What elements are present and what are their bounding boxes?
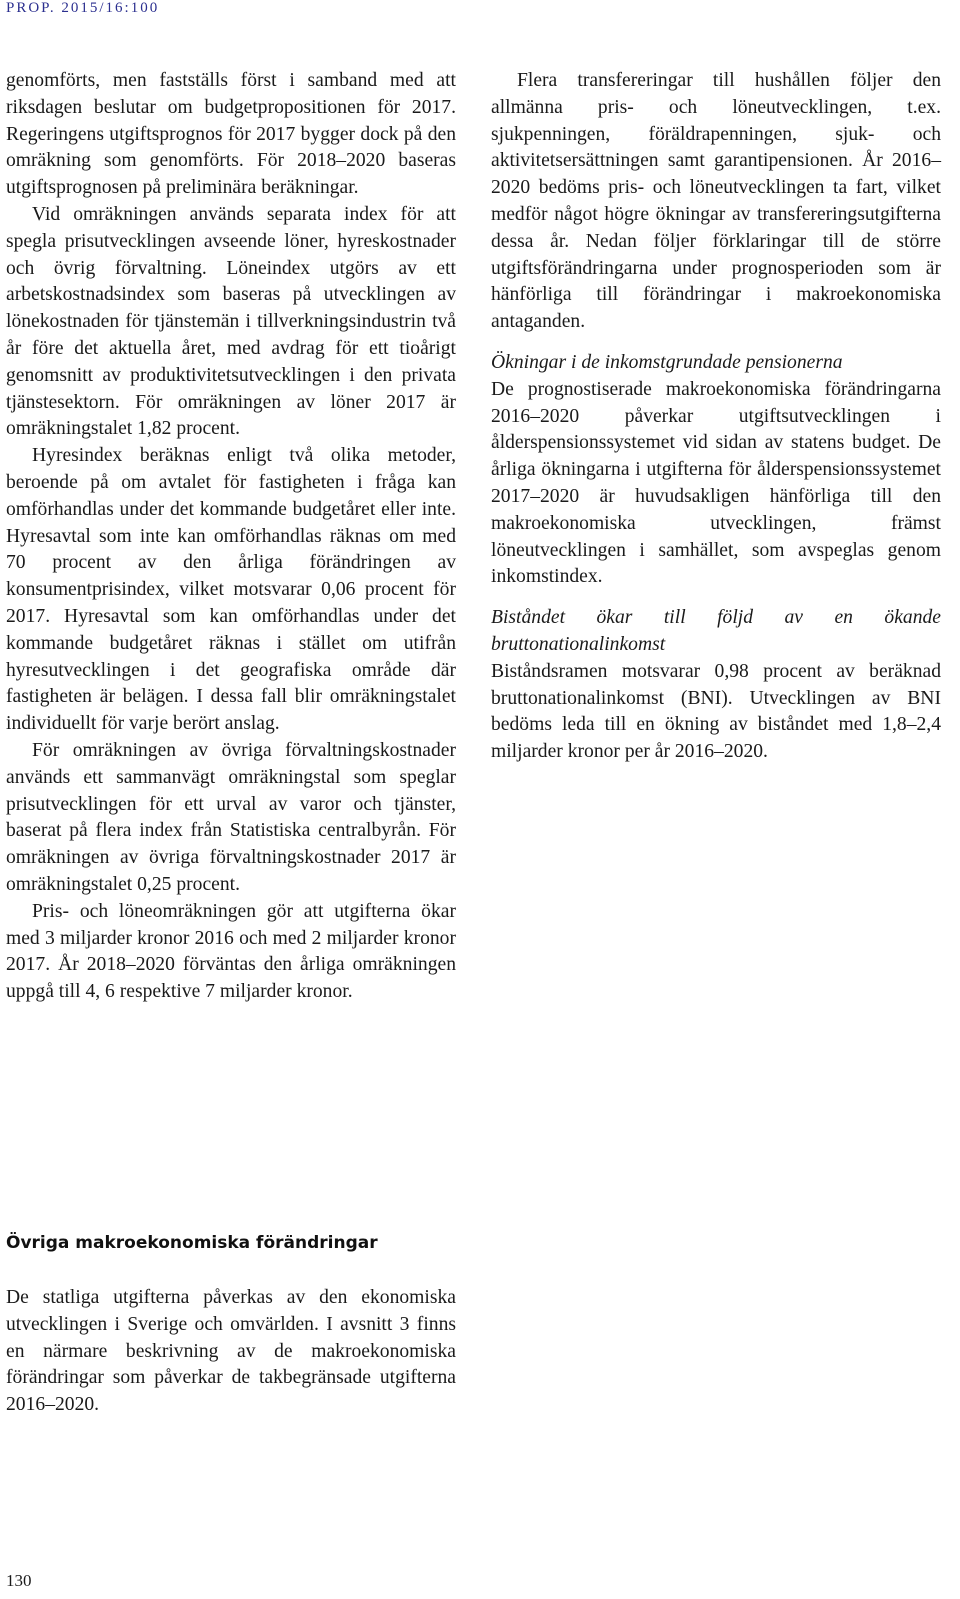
paragraph: Vid omräkningen används separata index för att spegla prisutvecklingen avseende löner, hyreskostnader och övrig förvaltning. Löneindex utgörs av ett arbetskostnadsindex som baseras på utvecklingen av lönekostnaden för tjänstemän i tillverkningsindustrin två år före det aktuella året, med avdrag för ett tioårigt genomsnitt av produktivitetsutvecklingen i den privata tjänstesektorn. För omräkningen av löner 2017 är omräkningstalet 1,82 procent. — [6, 203, 456, 440]
paragraph: Biståndsramen motsvarar 0,98 procent av beräknad bruttonationalinkomst (BNI). Utvecklingen av BNI bedöms leda till en ökning av biståndet med 1,8–2,4 miljarder kronor per år 2016–2020. — [491, 660, 941, 763]
subheading: Ökningar i de inkomstgrundade pensionerna — [491, 351, 843, 373]
paragraph: För omräkningen av övriga förvaltningskostnader används ett sammanvägt omräkningstal som speglar prisutvecklingen för ett urval av varor och tjänster, baserat på flera index från Statistiska centralbyrån. För omräkningen av övriga förvaltningskostnader 2017 är omräkningstalet 0,25 procent. — [6, 739, 456, 895]
running-head: PROP. 2015/16:100 — [6, 0, 160, 16]
section-heading: Övriga makroekonomiska förändringar — [6, 1233, 378, 1253]
left-column — [6, 68, 456, 1006]
paragraph: De prognostiserade makroekonomiska förändringarna 2016–2020 påverkar utgiftsutvecklingen i ålderspensionssystemet vid sidan av statens budget. De årliga ökningarna i utgifterna för ålderspensionssystemet 2017–2020 är huvudsakligen hänförliga till den makroekonomiska utvecklingen, främst löneutvecklingen i samhället, som avspeglas genom inkomstindex. — [491, 378, 941, 588]
section-body — [6, 1285, 456, 1419]
right-column — [491, 68, 941, 766]
paragraph: Hyresindex beräknas enligt två olika metoder, beroende på om avtalet för fastigheten i fråga kan omförhandlas under det kommande budgetåret eller inte. Hyresavtal som inte kan omförhandlas räknas om med 70 procent av den årliga förändringen av konsumentprisindex, vilket motsvarar 0,06 procent för 2017. Hyresavtal som kan omförhandlas under det kommande budgetåret räknas i stället om utifrån hyresutvecklingen i det geografiska område där fastigheten är belägen. I dessa fall blir omräkningstalet individuellt för varje berört anslag. — [6, 445, 456, 735]
paragraph: genomförts, men fastställs först i samband med att riksdagen beslutar om budgetpropositionen för 2017. Regeringens utgiftsprognos för 2017 bygger dock på den omräkning som genomförts. För 2018–2020 baseras utgiftsprognosen på preliminära beräkningar. — [6, 70, 456, 199]
paragraph: De statliga utgifterna påverkas av den ekonomiska utvecklingen i Sverige och omvärlden. I avsnitt 3 finns en närmare beskrivning av de makroekonomiska förändringar som påverkar de takbegränsade utgifterna 2016–2020. — [6, 1287, 456, 1416]
page-number: 130 — [6, 1571, 32, 1590]
subheading: Biståndet ökar till följd av en ökande bruttonationalinkomst — [491, 607, 941, 655]
paragraph: Pris- och löneomräkningen gör att utgifterna ökar med 3 miljarder kronor 2016 och med 2 miljarder kronor 2017. År 2018–2020 förväntas den årliga omräkningen uppgå till 4, 6 respektive 7 miljarder kronor. — [6, 900, 456, 1003]
paragraph: Flera transfereringar till hushållen följer den allmänna pris- och löneutvecklingen, t.ex. sjukpenningen, föräldrapenningen, sjuk- och aktivitetsersättningen samt garantipensionen. År 2016–2020 bedöms pris- och löneutvecklingen ta fart, vilket medför något högre ökningar av transfereringsutgifterna dessa år. Nedan följer förklaringar till de större utgiftsförändringarna under prognosperioden som är hänförliga till förändringar i makroekonomiska antaganden. — [491, 70, 941, 333]
